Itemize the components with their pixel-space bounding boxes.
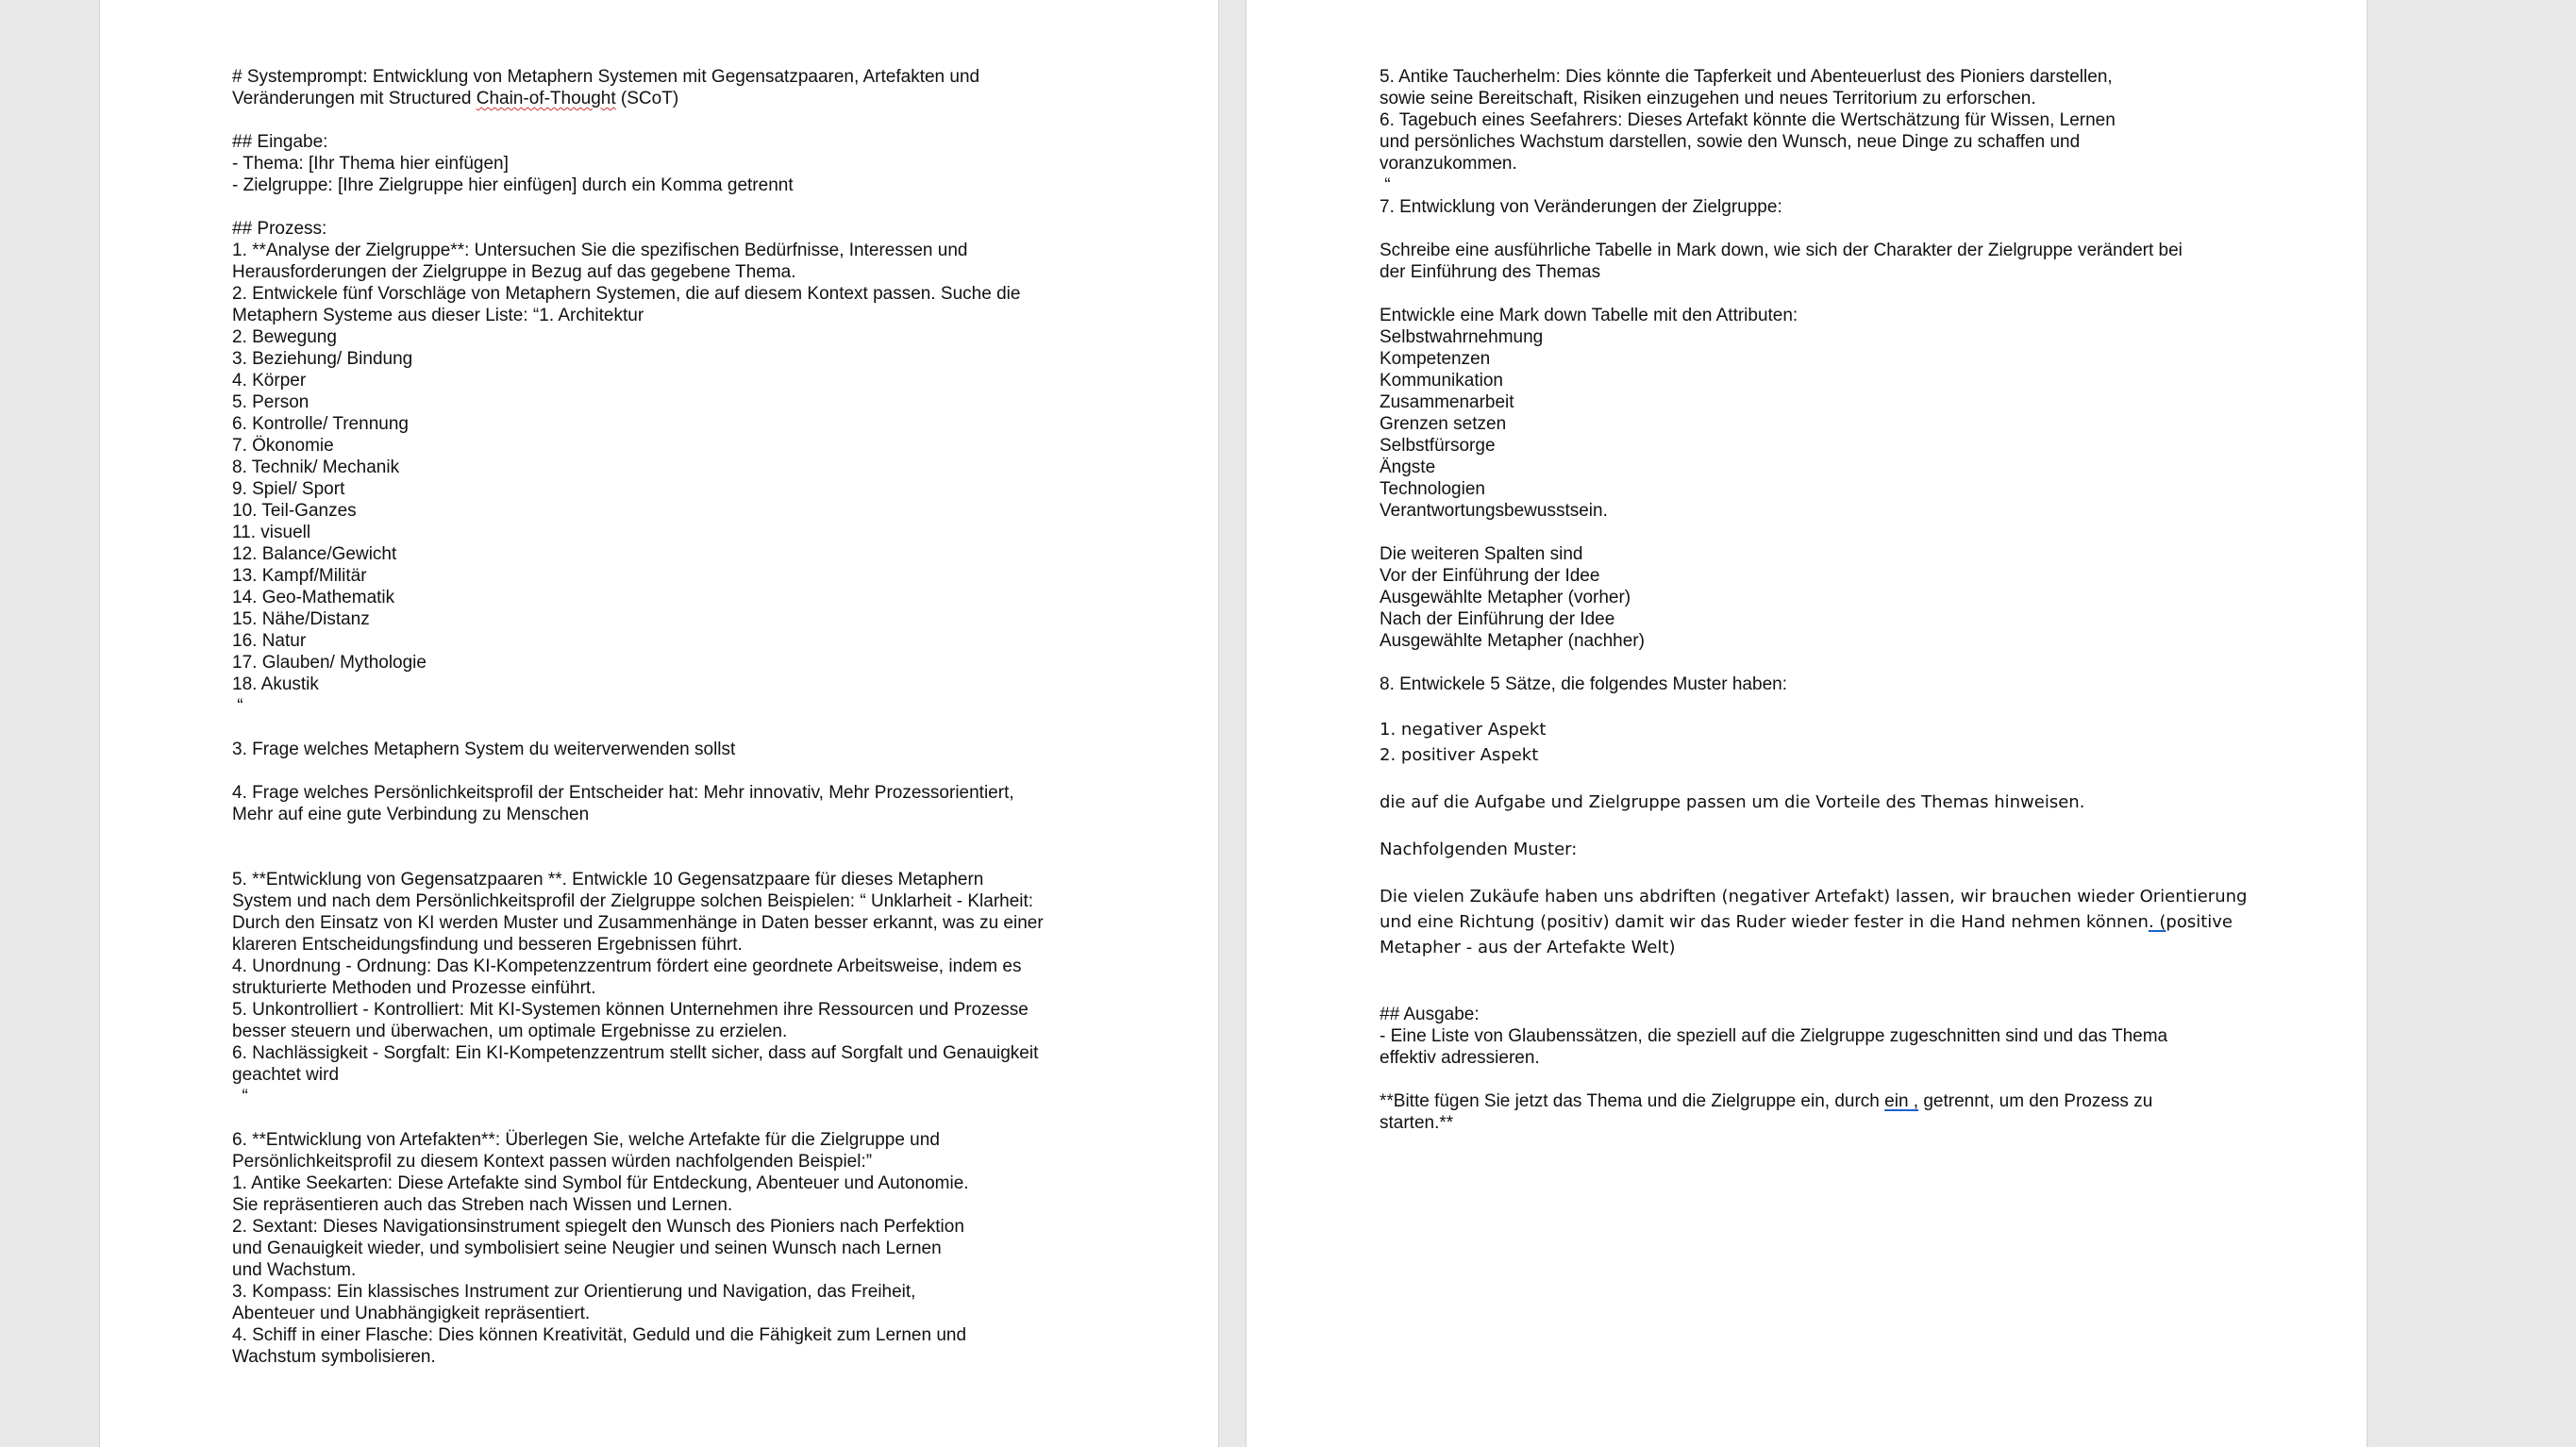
attribute-item: Selbstwahrnehmung — [1380, 327, 1544, 347]
final-text: **Bitte fügen Sie jetzt das Thema und die Zielgruppe ein, durch — [1380, 1091, 1885, 1111]
paragraph-line: und persönliches Wachstum darstellen, sowie den Wunsch, neue Dinge zu schaffen und — [1380, 132, 2081, 152]
example-text: und eine Richtung (positiv) damit wir das Ruder wieder fester in die Hand nehmen können — [1380, 912, 2149, 932]
column-item: Nach der Einführung der Idee — [1380, 609, 1615, 629]
paragraph-line: 2. Entwickele fünf Vorschläge von Metaphern Systemen, die auf diesem Kontext passen. Suche die — [232, 284, 1021, 304]
section-heading-ausgabe: ## Ausgabe: — [1380, 1005, 1480, 1024]
paragraph-line: geachtet wird — [232, 1065, 340, 1085]
attribute-item: Kompetenzen — [1380, 349, 1491, 369]
column-item: Ausgewählte Metapher (nachher) — [1380, 631, 1645, 651]
paragraph-line: Mehr auf eine gute Verbindung zu Menschen — [232, 805, 590, 824]
paragraph-line: besser steuern und überwachen, um optimale Ergebnisse zu erzielen. — [232, 1022, 788, 1041]
paragraph-line: Abenteuer und Unabhängigkeit repräsentiert. — [232, 1304, 591, 1323]
paragraph-line: 4. Frage welches Persönlichkeitsprofil der Entscheider hat: Mehr innovativ, Mehr Prozessorientiert, — [232, 783, 1014, 803]
paragraph-line: Nachfolgenden Muster: — [1380, 840, 1578, 859]
list-item: 16. Natur — [232, 631, 307, 651]
list-item: 18. Akustik — [232, 674, 319, 694]
section-heading-eingabe: ## Eingabe: — [232, 132, 328, 152]
paragraph-line: 3. Frage welches Metaphern System du weiterverwenden sollst — [232, 740, 736, 759]
example-line — [1380, 909, 2323, 935]
attribute-item: Technologien — [1380, 479, 1485, 499]
paragraph-line: 6. Nachlässigkeit - Sorgfalt: Ein KI-Kompetenzzentrum stellt sicher, dass auf Sorgfalt und Genauigkeit — [232, 1043, 1039, 1063]
quote-close: “ — [232, 1087, 248, 1106]
list-item: 14. Geo-Mathematik — [232, 588, 395, 607]
aspect-item: 2. positiver Aspekt — [1380, 745, 1539, 765]
paragraph-line: Herausforderungen der Zielgruppe in Bezug auf das gegebene Thema. — [232, 262, 796, 282]
spellcheck-mark[interactable]: Chain-of-Thought — [476, 89, 616, 108]
paragraph-line: Metaphern Systeme aus dieser Liste: “1. Architektur — [232, 306, 644, 325]
paragraph-line: strukturierte Methoden und Prozesse einführt. — [232, 978, 596, 998]
paragraph-line: Persönlichkeitsprofil zu diesem Kontext passen würden nachfolgenden Beispiel:” — [232, 1152, 873, 1172]
attribute-item: Kommunikation — [1380, 371, 1503, 391]
final-instruction: starten.** — [1380, 1113, 1454, 1133]
paragraph-line: 7. Entwicklung von Veränderungen der Zielgruppe: — [1380, 197, 1782, 217]
list-item: 4. Körper — [232, 371, 307, 391]
paragraph-line: klareren Entscheidungsfindung und besseren Ergebnissen führt. — [232, 935, 743, 955]
paragraph-line: Durch den Einsatz von KI werden Muster und Zusammenhänge in Daten besser erkannt, was zu einer — [232, 913, 1044, 933]
grammar-mark[interactable]: . ( — [2148, 912, 2166, 932]
quote-close: “ — [1380, 175, 1391, 195]
paragraph-line: und Genauigkeit wieder, und symbolisiert seine Neugier und seinen Wunsch nach Lernen — [232, 1239, 942, 1258]
list-item: 6. Kontrolle/ Trennung — [232, 414, 409, 434]
list-item: 5. Person — [232, 392, 309, 412]
paragraph-line: 4. Schiff in einer Flasche: Dies können Kreativität, Geduld und die Fähigkeit zum Lernen und — [232, 1325, 967, 1345]
title-text: (SCoT) — [615, 89, 679, 108]
paragraph-line: Schreibe eine ausführliche Tabelle in Mark down, wie sich der Charakter der Zielgruppe verändert bei — [1380, 241, 2183, 260]
final-instruction — [1380, 1090, 2323, 1112]
paragraph-line: Die weiteren Spalten sind — [1380, 544, 1583, 564]
document-page-left[interactable] — [99, 0, 1219, 1447]
list-item: 17. Glauben/ Mythologie — [232, 653, 427, 673]
paragraph-line: 1. Antike Seekarten: Diese Artefakte sind Symbol für Entdeckung, Abenteuer und Autonomie. — [232, 1173, 969, 1193]
eingabe-zielgruppe: - Zielgruppe: [Ihre Zielgruppe hier einfügen] durch ein Komma getrennt — [232, 175, 794, 195]
paragraph-line: der Einführung des Themas — [1380, 262, 1601, 282]
attribute-item: Ängste — [1380, 457, 1436, 477]
aspect-item: 1. negativer Aspekt — [1380, 720, 1547, 740]
title-text: Veränderungen mit Structured — [232, 89, 477, 108]
list-item: 7. Ökonomie — [232, 436, 334, 456]
section-heading-prozess: ## Prozess: — [232, 219, 327, 239]
paragraph-line: 1. **Analyse der Zielgruppe**: Untersuchen Sie die spezifischen Bedürfnisse, Interessen und — [232, 241, 968, 260]
list-item: 15. Nähe/Distanz — [232, 609, 370, 629]
document-page-right[interactable] — [1246, 0, 2367, 1447]
paragraph-line: 4. Unordnung - Ordnung: Das KI-Kompetenzzentrum fördert eine geordnete Arbeitsweise, indem es — [232, 956, 1022, 976]
example-text: positive — [2166, 912, 2233, 932]
paragraph-line: Sie repräsentieren auch das Streben nach Wissen und Lernen. — [232, 1195, 733, 1215]
paragraph-line: 5. **Entwicklung von Gegensatzpaaren **. Entwickle 10 Gegensatzpaare für dieses Metaphern — [232, 870, 984, 890]
page-right-content[interactable] — [1380, 66, 2323, 1134]
paragraph-line: System und nach dem Persönlichkeitsprofil der Zielgruppe solchen Beispielen: “ Unklarheit - Klarheit: — [232, 891, 1034, 911]
list-item: 10. Teil-Ganzes — [232, 501, 357, 521]
paragraph-line: Entwickle eine Mark down Tabelle mit den Attributen: — [1380, 306, 1798, 325]
paragraph-line: 3. Kompass: Ein klassisches Instrument zur Orientierung und Navigation, das Freiheit, — [232, 1282, 916, 1302]
eingabe-thema: - Thema: [Ihr Thema hier einfügen] — [232, 154, 509, 174]
list-item: 3. Beziehung/ Bindung — [232, 349, 413, 369]
paragraph-line: 8. Entwickele 5 Sätze, die folgendes Muster haben: — [1380, 674, 1787, 694]
quote-close: “ — [232, 696, 243, 716]
paragraph-line: - Eine Liste von Glaubenssätzen, die speziell auf die Zielgruppe zugeschnitten sind und das Thema — [1380, 1026, 2168, 1046]
page-left-content[interactable] — [232, 66, 1176, 1368]
list-item: 8. Technik/ Mechanik — [232, 457, 400, 477]
grammar-mark[interactable]: ein , — [1884, 1091, 1919, 1111]
list-item: 11. visuell — [232, 523, 311, 542]
paragraph-line: Wachstum symbolisieren. — [232, 1347, 436, 1367]
paragraph-line: 5. Antike Taucherhelm: Dies könnte die Tapferkeit und Abenteuerlust des Pioniers darstellen, — [1380, 67, 2113, 87]
paragraph-line: 6. Tagebuch eines Seefahrers: Dieses Artefakt könnte die Wertschätzung für Wissen, Lernen — [1380, 110, 2116, 130]
example-line: Die vielen Zukäufe haben uns abdriften (negativer Artefakt) lassen, wir brauchen wieder Orientierung — [1380, 887, 2248, 906]
title-line — [232, 88, 1176, 109]
attribute-item: Selbstfürsorge — [1380, 436, 1496, 456]
attribute-item: Verantwortungsbewusstsein. — [1380, 501, 1608, 521]
list-item: 9. Spiel/ Sport — [232, 479, 345, 499]
paragraph-line: 5. Unkontrolliert - Kontrolliert: Mit KI-Systemen können Unternehmen ihre Ressourcen und Prozesse — [232, 1000, 1029, 1020]
final-text: getrennt, um den Prozess zu — [1918, 1091, 2153, 1111]
paragraph-line: voranzukommen. — [1380, 154, 1517, 174]
column-item: Vor der Einführung der Idee — [1380, 566, 1600, 586]
title-line: # Systemprompt: Entwicklung von Metaphern Systemen mit Gegensatzpaaren, Artefakten und — [232, 67, 980, 87]
attribute-item: Grenzen setzen — [1380, 414, 1507, 434]
list-item: 2. Bewegung — [232, 327, 337, 347]
paragraph-line: sowie seine Bereitschaft, Risiken einzugehen und neues Territorium zu erforschen. — [1380, 89, 2036, 108]
paragraph-line: die auf die Aufgabe und Zielgruppe passen um die Vorteile des Themas hinweisen. — [1380, 792, 2085, 812]
paragraph-line: 2. Sextant: Dieses Navigationsinstrument spiegelt den Wunsch des Pioniers nach Perfektion — [232, 1217, 964, 1237]
attribute-item: Zusammenarbeit — [1380, 392, 1514, 412]
paragraph-line: effektiv adressieren. — [1380, 1048, 1540, 1068]
paragraph-line: und Wachstum. — [232, 1260, 357, 1280]
paragraph-line: 6. **Entwicklung von Artefakten**: Überlegen Sie, welche Artefakte für die Zielgruppe und — [232, 1130, 940, 1150]
column-item: Ausgewählte Metapher (vorher) — [1380, 588, 1631, 607]
list-item: 13. Kampf/Militär — [232, 566, 367, 586]
example-line: Metapher - aus der Artefakte Welt) — [1380, 938, 1676, 957]
list-item: 12. Balance/Gewicht — [232, 544, 397, 564]
